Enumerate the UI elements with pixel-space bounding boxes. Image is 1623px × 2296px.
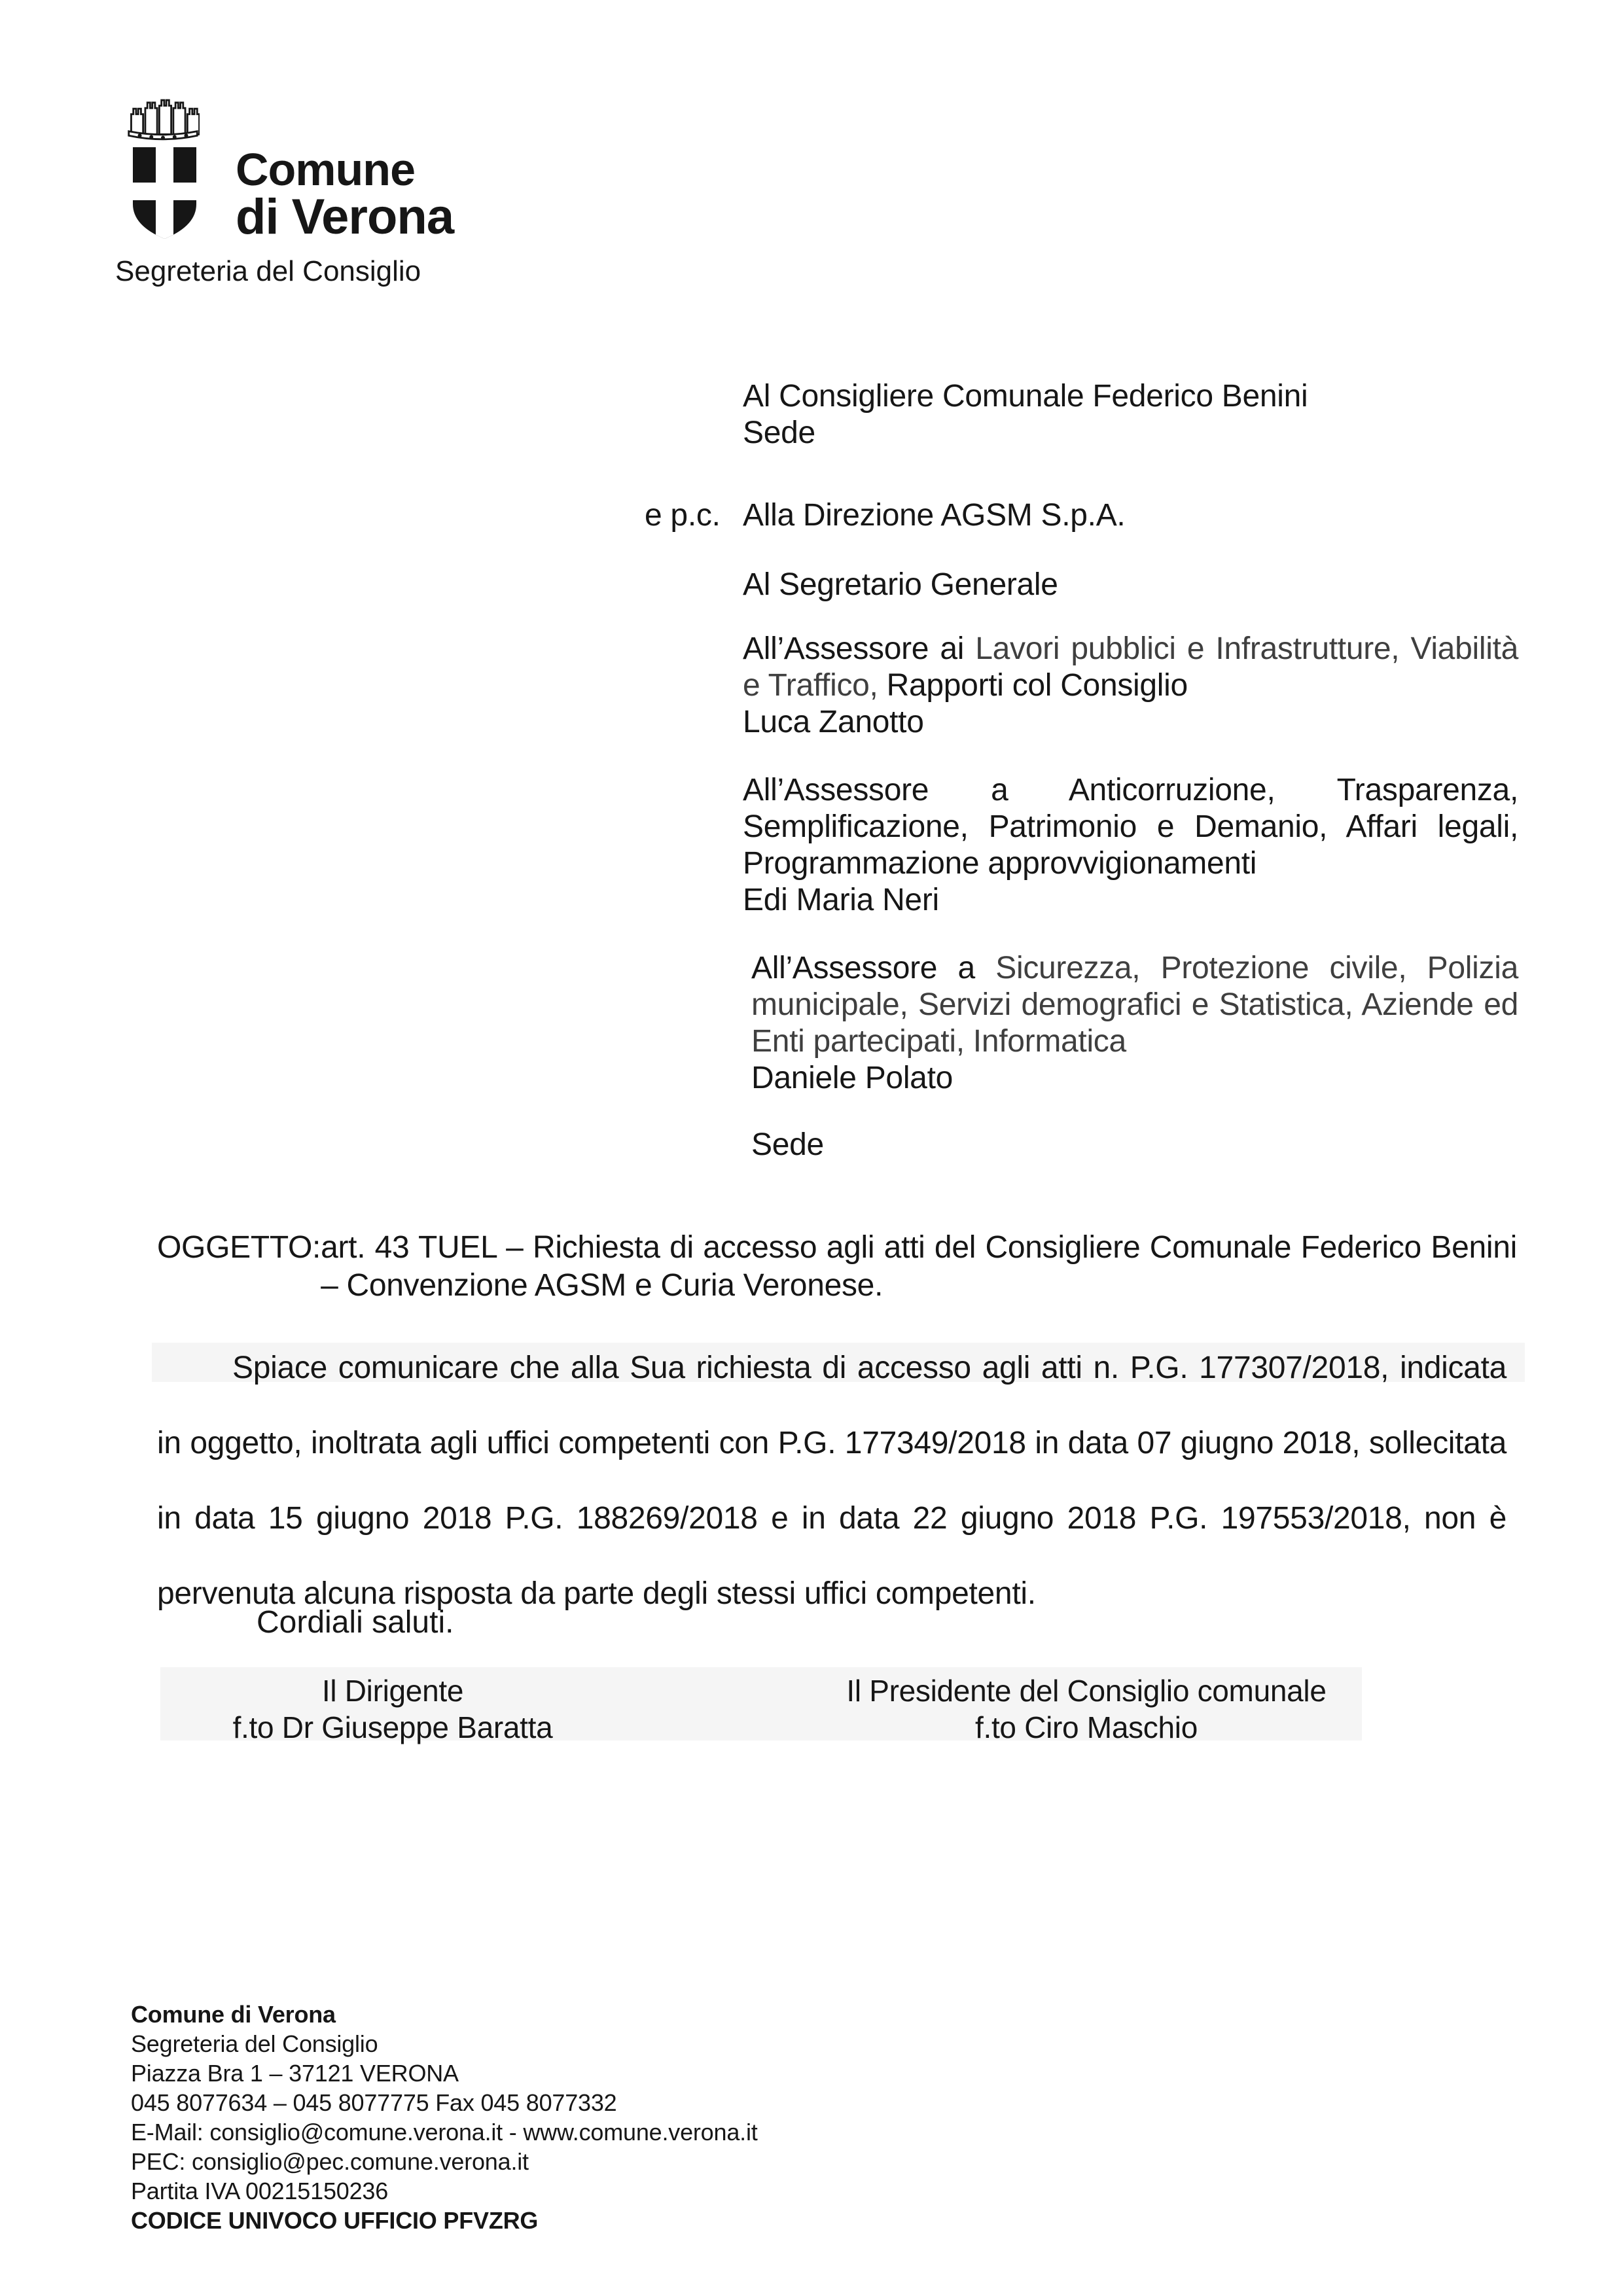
mural-crown-icon	[126, 94, 200, 144]
assessore3-titles	[751, 950, 1518, 1060]
assessore2-titles: All’Assessore a Anticorruzione, Trasparenza, Semplificazione, Patrimonio e Demanio, Affari legali, Programmazione approvvigionamenti	[743, 773, 1518, 881]
municipality-name-line1: Comune	[236, 144, 415, 195]
assessore3-portfolio: Sicurezza, Protezione civile, Polizia municipale, Servizi demografici e Statistica, Aziende ed Enti partecipati, Informatica	[751, 951, 1518, 1059]
shield-cross-icon	[131, 145, 198, 241]
signature-left	[160, 1672, 625, 1746]
signature-right-name: f.to Ciro Maschio	[974, 1710, 1198, 1744]
signature-left-role: Il Dirigente	[321, 1674, 464, 1708]
footer-address: Piazza Bra 1 – 37121 VERONA	[131, 2060, 459, 2087]
assessore2-name: Edi Maria Neri	[743, 883, 939, 917]
subject-text: art. 43 TUEL – Richiesta di accesso agli atti del Consigliere Comunale Federico Benini – Convenzione AGSM e Curia Veronese.	[321, 1230, 1517, 1303]
municipality-name-line2: di Verona	[236, 189, 454, 245]
footer-email-web: E-Mail: consiglio@comune.verona.it - www.comune.verona.it	[131, 2119, 758, 2146]
footer-codice-univoco: CODICE UNIVOCO UFFICIO PFVZRG	[131, 2207, 539, 2234]
recipient-segretario-generale: Al Segretario Generale	[743, 567, 1058, 602]
assessore1-name: Luca Zanotto	[743, 705, 924, 739]
subject-label: OGGETTO:	[157, 1230, 321, 1265]
footer-office: Segreteria del Consiglio	[131, 2030, 378, 2057]
recipient-direzione-agsm: Alla Direzione AGSM S.p.A.	[743, 498, 1126, 533]
office-name: Segreteria del Consiglio	[115, 255, 421, 287]
footer-phones: 045 8077634 – 045 8077775 Fax 045 8077332	[131, 2089, 617, 2116]
recipient-primary	[743, 378, 1518, 451]
recipient-assessore-anticorruzione	[743, 772, 1518, 919]
closing-salutation: Cordiali saluti.	[257, 1605, 454, 1640]
footer-pec: PEC: consiglio@pec.comune.verona.it	[131, 2148, 529, 2175]
assessore3-prefix: All’Assessore a	[751, 951, 996, 985]
assessore1-prefix: All’Assessore ai	[743, 631, 976, 666]
assessore1-portfolio: Lavori pubblici e Infrastrutture, Viabilità e Traffico,	[743, 631, 1518, 703]
assessore1-suffix: Rapporti col Consiglio	[878, 668, 1188, 703]
assessore1-titles	[743, 631, 1518, 704]
recipient-assessore-lavori-pubblici	[743, 631, 1518, 741]
assessore3-name: Daniele Polato	[751, 1061, 954, 1095]
signature-right-role: Il Presidente del Consiglio comunale	[846, 1674, 1327, 1708]
recipient-sede-final: Sede	[751, 1127, 824, 1162]
recipient-primary-line1: Al Consigliere Comunale Federico Benini	[743, 379, 1308, 414]
body-paragraph: Spiace comunicare che alla Sua richiesta di accesso agli atti n. P.G. 177307/2018, indicata in oggetto, inoltrata agli uffici competenti con P.G. 177349/2018 in data 07 giugno 2018, sollecitata in data 15 giugno 2018 P.G. 188269/2018 e in data 22 giugno 2018 P.G. 197553/2018, non è pervenuta alcuna risposta da parte degli stessi uffici competenti.	[157, 1351, 1507, 1611]
signature-right	[812, 1672, 1361, 1746]
cc-label: e p.c.	[645, 498, 721, 533]
footer-vat: Partita IVA 00215150236	[131, 2178, 389, 2204]
footer-block	[131, 2000, 1113, 2235]
recipient-primary-sede: Sede	[743, 415, 815, 450]
subject-row	[157, 1229, 1517, 1305]
signature-left-name: f.to Dr Giuseppe Baratta	[232, 1710, 553, 1744]
footer-org-name: Comune di Verona	[131, 2001, 336, 2028]
recipient-assessore-sicurezza	[751, 950, 1518, 1097]
